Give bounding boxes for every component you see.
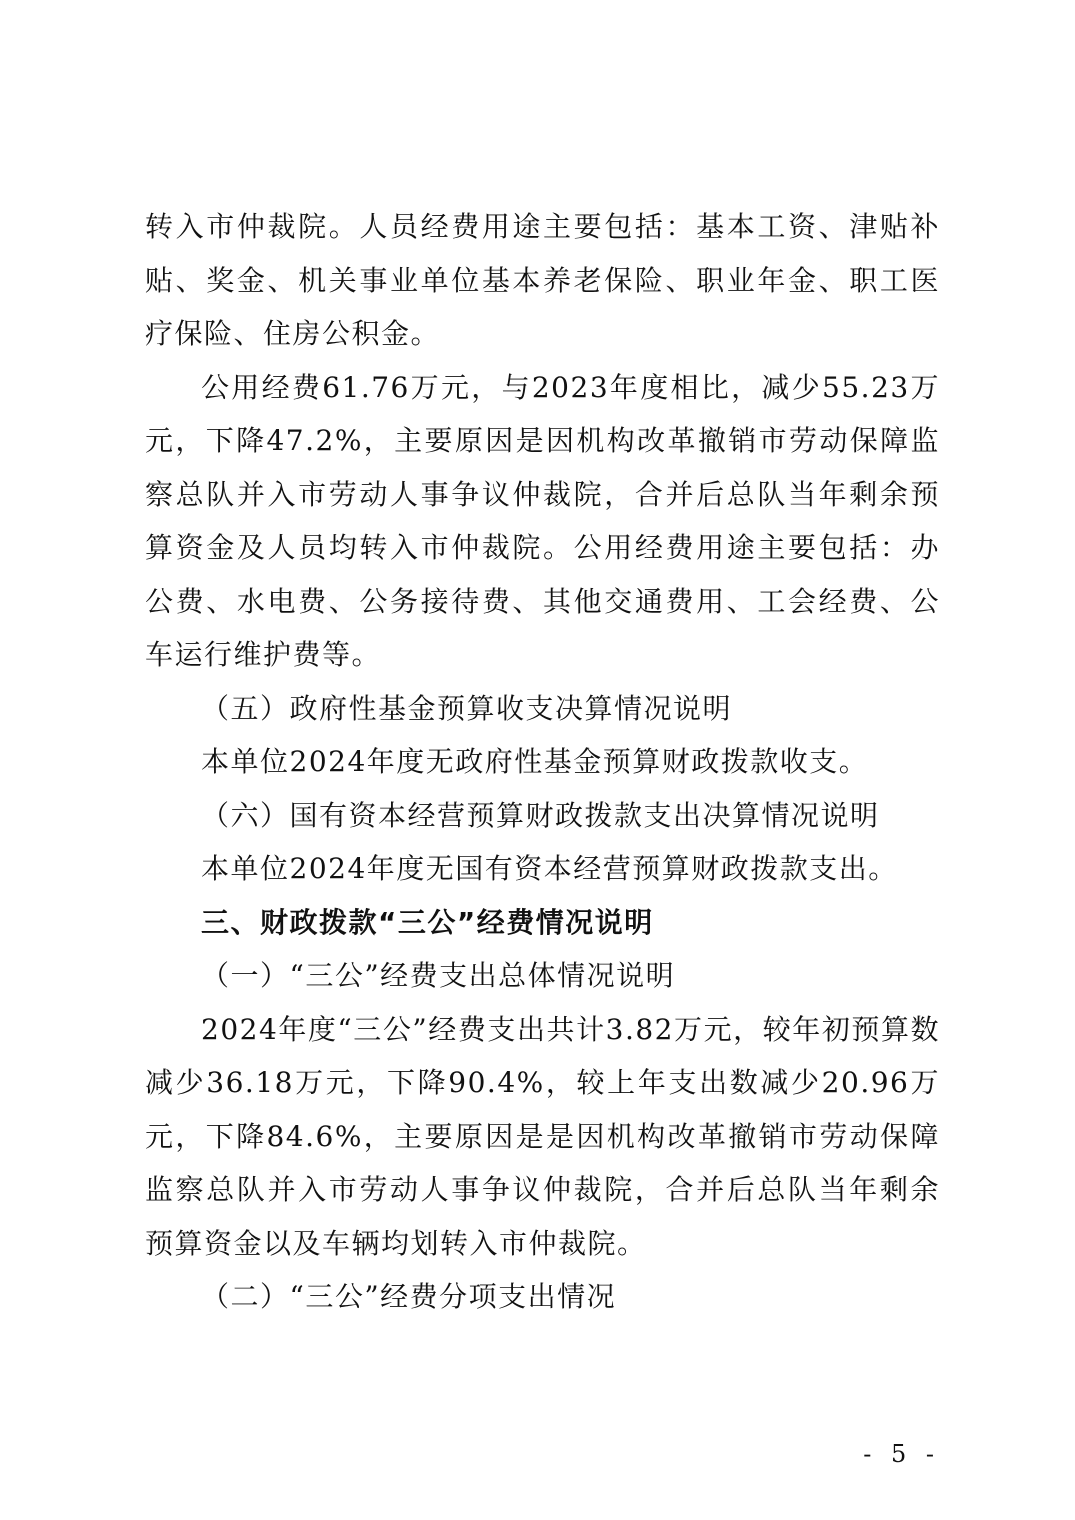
paragraph-personnel-expenses-continued: 转入市仲裁院。人员经费用途主要包括：基本工资、津贴补贴、奖金、机关事业单位基本养老保险、职业年金、职工医疗保险、住房公积金。 (145, 210, 940, 350)
document-body (145, 200, 940, 1324)
paragraph-public-expenses: 公用经费61.76万元，与2023年度相比，减少55.23万元，下降47.2%，主要原因是因机构改革撤销市劳动保障监察总队并入市劳动人事争议仲裁院，合并后总队当年剩余预算资金及人员均转入市仲裁院。公用经费用途主要包括：办公费、水电费、公务接待费、其他交通费用、工会经费、公车运行维护费等。 (145, 370, 940, 671)
heading-three-public-itemized: （二）“三公”经费分项支出情况 (201, 1280, 617, 1313)
heading-government-fund-budget: （五）政府性基金预算收支决算情况说明 (201, 691, 733, 725)
heading-three-public-expenses: 三、财政拨款“三公”经费情况说明 (201, 905, 654, 939)
paragraph-government-fund-budget: 本单位2024年度无政府性基金预算财政拨款收支。 (201, 745, 869, 778)
paragraph-three-public-overall: 2024年度“三公”经费支出共计3.82万元，较年初预算数减少36.18万元，下降90.4%，较上年支出数减少20.96万元，下降84.6%，主要原因是是因机构改革撤销市劳动保障监察总队并入市劳动人事争议仲裁院，合并后总队当年剩余预算资金以及车辆均划转入市仲裁院。 (145, 1012, 940, 1260)
page-number: - 5 - (863, 1440, 940, 1468)
heading-three-public-overall: （一）“三公”经费支出总体情况说明 (201, 959, 676, 992)
paragraph-state-capital-budget: 本单位2024年度无国有资本经营预算财政拨款支出。 (201, 852, 898, 885)
heading-state-capital-budget: （六）国有资本经营预算财政拨款支出决算情况说明 (201, 798, 880, 832)
